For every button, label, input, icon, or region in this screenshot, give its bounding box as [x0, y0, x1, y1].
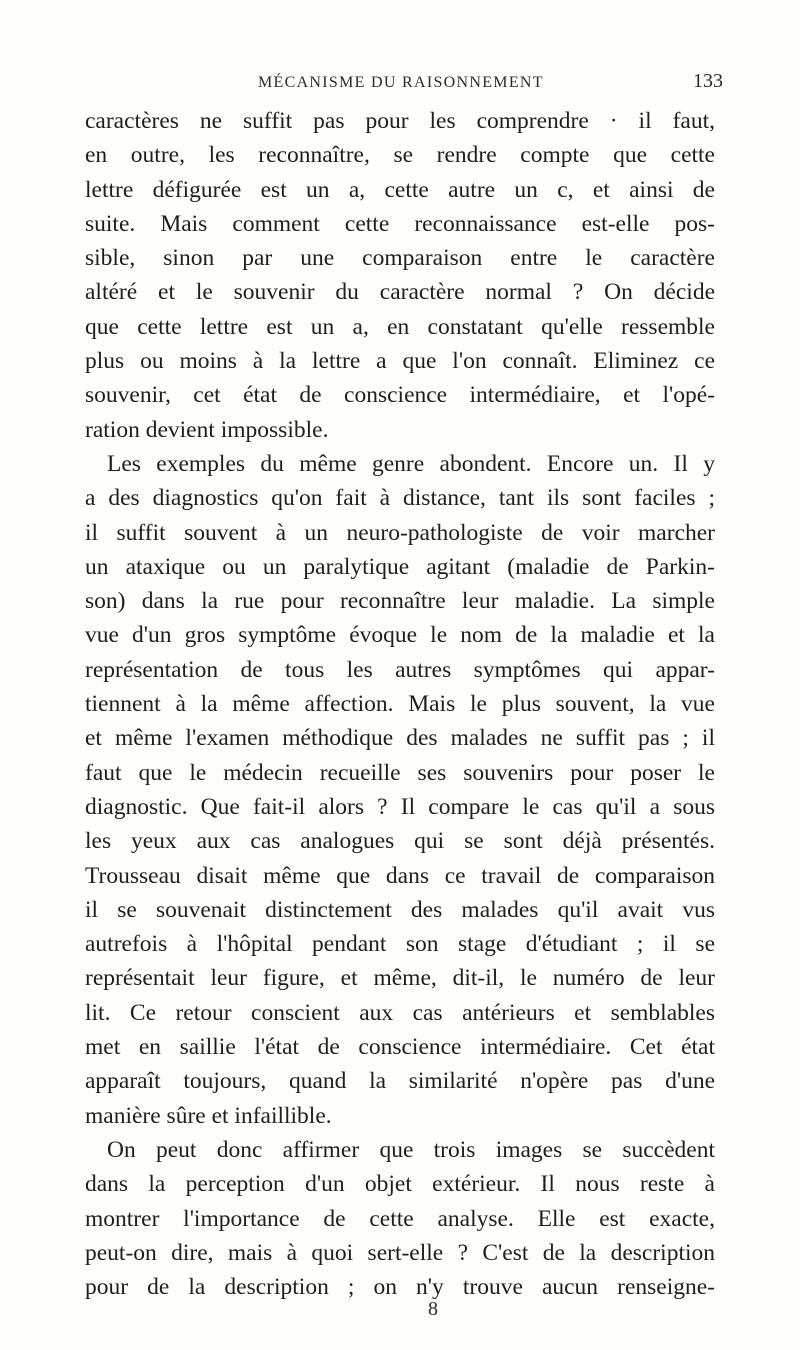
text-line: vue d'un gros symptôme évoque le nom de la maladie et la	[85, 622, 715, 649]
text-line: manière sûre et infaillible.	[85, 1102, 332, 1129]
text-line: a des diagnostics qu'on fait à distance, tant ils sont faciles ;	[85, 485, 715, 512]
text-line: diagnostic. Que fait-il alors ? Il compare le cas qu'il a sous	[85, 793, 715, 820]
text-line: On peut donc affirmer que trois images se succèdent	[107, 1136, 715, 1163]
text-line: et même l'examen méthodique des malades ne suffit pas ; il	[85, 725, 715, 752]
text-line: caractères ne suffit pas pour les comprendre · il faut,	[85, 108, 715, 134]
text-line: faut que le médecin recueille ses souvenirs pour poser le	[85, 759, 715, 786]
text-line: en outre, les reconnaître, se rendre compte que cette	[85, 142, 715, 169]
text-line: peut-on dire, mais à quoi sert-elle ? C'est de la description	[85, 1239, 715, 1266]
text-line: représentation de tous les autres symptômes qui appar-	[85, 656, 715, 683]
text-line: Les exemples du même genre abondent. Encore un. Il y	[107, 450, 715, 477]
text-line: montrer l'importance de cette analyse. Elle est exacte,	[85, 1205, 715, 1232]
text-line: que cette lettre est un a, en constatant qu'elle ressemble	[85, 313, 715, 340]
text-line: suite. Mais comment cette reconnaissance est-elle pos-	[85, 210, 715, 237]
text-line: les yeux aux cas analogues qui se sont déjà présentés.	[85, 828, 715, 855]
page-number: 133	[693, 70, 723, 92]
text-line: altéré et le souvenir du caractère normal ? On décide	[85, 279, 715, 306]
text-line: lettre défigurée est un a, cette autre un c, et ainsi de	[85, 176, 715, 203]
text-line: sible, sinon par une comparaison entre le caractère	[85, 245, 715, 272]
text-line: dans la perception d'un objet extérieur. Il nous reste à	[85, 1171, 715, 1198]
text-line: pour de la description ; on n'y trouve aucun renseigne-	[85, 1274, 715, 1301]
text-line: il se souvenait distinctement des malades qu'il avait vus	[85, 896, 715, 923]
text-line: met en saillie l'état de conscience intermédiaire. Cet état	[85, 1034, 715, 1061]
text-line: un ataxique ou un paralytique agitant (maladie de Parkin-	[85, 553, 715, 580]
text-line: il suffit souvent à un neuro-pathologiste de voir marcher	[85, 519, 715, 546]
text-line: autrefois à l'hôpital pendant son stage d'étudiant ; il se	[85, 931, 715, 958]
text-line: Trousseau disait même que dans ce travail de comparaison	[85, 862, 715, 889]
text-line: son) dans la rue pour reconnaître leur maladie. La simple	[85, 588, 715, 615]
text-line: apparaît toujours, quand la similarité n'opère pas d'une	[85, 1068, 715, 1095]
running-head: MÉCANISME DU RAISONNEMENT	[258, 74, 544, 91]
signature-mark: 8	[428, 1298, 438, 1320]
text-line: souvenir, cet état de conscience intermédiaire, et l'opé-	[85, 382, 715, 409]
text-line: lit. Ce retour conscient aux cas antérieurs et semblables	[85, 999, 715, 1026]
text-line: plus ou moins à la lettre a que l'on connaît. Eliminez ce	[85, 348, 715, 375]
text-line: tiennent à la même affection. Mais le plus souvent, la vue	[85, 691, 715, 718]
text-line: ration devient impossible.	[85, 416, 329, 443]
body-text	[85, 104, 715, 1304]
text-line: représentait leur figure, et même, dit-il, le numéro de leur	[85, 965, 715, 992]
